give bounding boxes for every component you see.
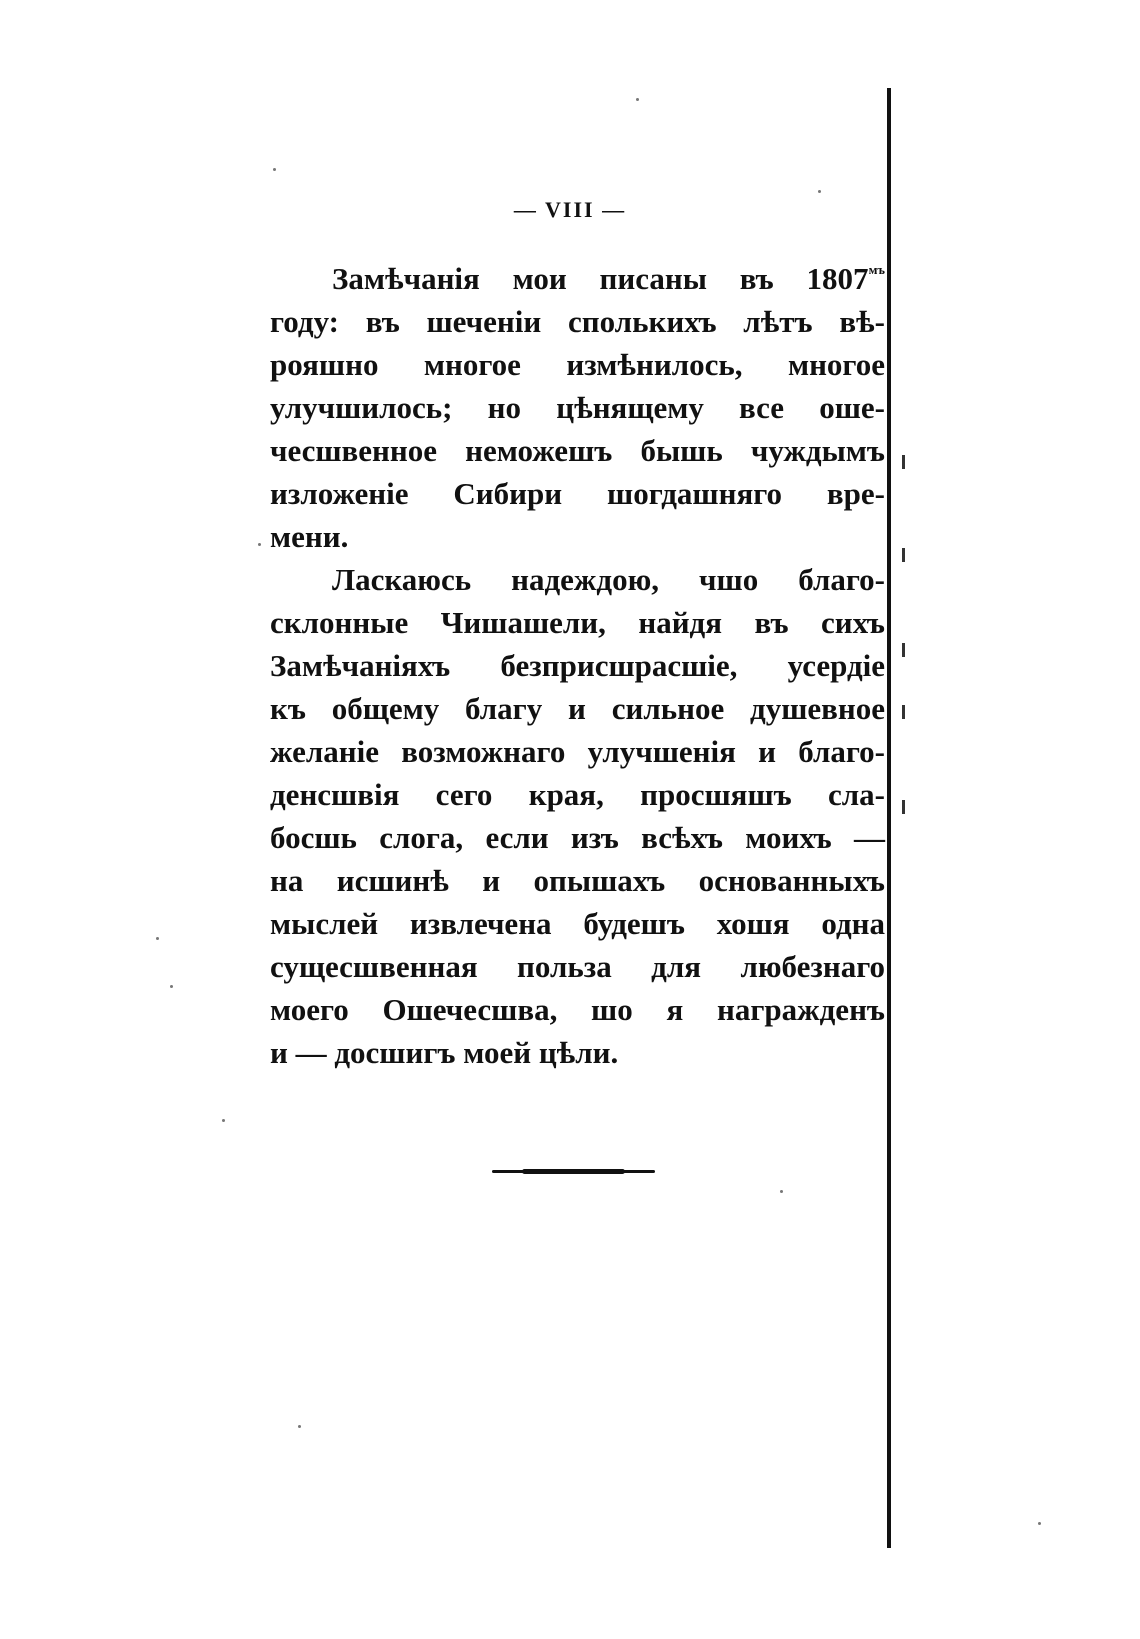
- edge-speck: [902, 643, 905, 657]
- paper-speck: [170, 985, 173, 988]
- paper-speck: [258, 543, 261, 546]
- superscript-ordinal: мъ: [868, 262, 885, 277]
- edge-speck: [902, 548, 905, 562]
- text-line: моего Ошечесшва, шо я награжденъ: [270, 992, 885, 1027]
- text-line: къ общему благу и сильное душевное: [270, 691, 885, 726]
- text-line: чесшвенное неможешъ бышь чуждымъ: [270, 433, 885, 468]
- text-line: Ласкаюсь надеждою, чшо благо-: [332, 562, 885, 597]
- text-line: Замѣчаніяхъ безприсшрасшіе, усердіе: [270, 648, 885, 683]
- text-line: изложеніе Сибири шогдашняго вре-: [270, 476, 885, 511]
- text-line: склонные Чишашели, найдя въ сихъ: [270, 605, 885, 640]
- paper-speck: [298, 1425, 301, 1428]
- edge-speck: [902, 800, 905, 814]
- text-line: рояшно многое измѣнилось, многое: [270, 347, 885, 382]
- binding-edge-line: [887, 88, 891, 1548]
- text-line: на исшинѣ и опышахъ основанныхъ: [270, 863, 885, 898]
- paragraph-2: [270, 558, 885, 1074]
- paper-speck: [156, 937, 159, 940]
- paper-speck: [1038, 1522, 1041, 1525]
- paper-speck: [818, 190, 821, 193]
- edge-speck: [902, 455, 905, 469]
- text-line: году: въ шеченіи сполькихъ лѣтъ вѣ-: [270, 304, 885, 339]
- body-text: [270, 248, 885, 1074]
- edge-speck: [902, 705, 905, 719]
- text-line: босшь слога, если изъ всѣхъ моихъ —: [270, 820, 885, 855]
- end-ornament-rule: [492, 1170, 655, 1173]
- text-line: улучшилось; но цѣнящему все оше-: [270, 390, 885, 425]
- text-line: [270, 248, 885, 300]
- paragraph-1: [270, 248, 885, 558]
- text-line: желаніе возможнаго улучшенія и благо-: [270, 734, 885, 769]
- text-line: и — досшигъ моей цѣли.: [270, 1035, 619, 1070]
- text-line: денсшвія сего края, просшяшъ сла-: [270, 777, 885, 812]
- paper-speck: [780, 1190, 783, 1193]
- paper-speck: [273, 168, 276, 171]
- text-line: сущесшвенная польза для любезнаго: [270, 949, 885, 984]
- text-line-content: Замѣчанія мои писаны въ 1807: [332, 261, 869, 296]
- page-number: — VIII —: [513, 197, 627, 222]
- text-line: мыслей извлечена будешъ хошя одна: [270, 906, 885, 941]
- paper-speck: [222, 1119, 225, 1122]
- text-line: мени.: [270, 519, 349, 554]
- paper-speck: [636, 98, 639, 101]
